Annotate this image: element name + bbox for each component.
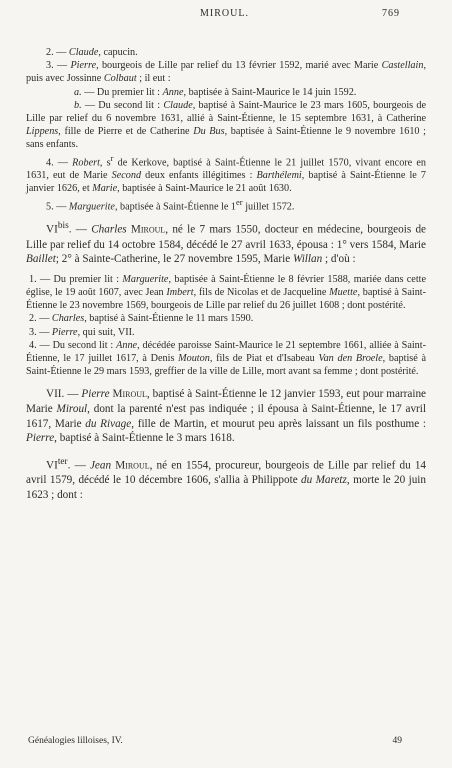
entry-pierre-child-b: b. — Du second lit : Claude, baptisé à Saint-Maurice le 23 mars 1605, bourgeois de Lille par relief du 6 novembre 1631, allié à Saint-Étienne, le 15 septembre 1631, à Catherine Lippens, fille de Pierre et de Catherine Du Bus, baptisée à Saint-Étienne le 9 novembre 1610 ; sans enfants. (26, 99, 426, 151)
entry-robert: 4. — Robert, $s^r$ de Kerkove, baptisé à Saint-Étienne le 21 juillet 1570, vivant encore en 1631, eut de Marie Second deux enfants illégitimes : Barthélemi, baptisé à Saint-Étienne le 7 janvier 1626, et Marie, baptisée à Saint-Maurice le 21 août 1630. (26, 152, 426, 195)
entry-vi-bis-child-2: 2. — Charles, baptisé à Saint-Étienne le 11 mars 1590. (29, 313, 254, 325)
entry-marguerite: 5. — Marguerite, baptisée à Saint-Étienne le 1er juillet 1572. (46, 196, 295, 213)
entry-pierre-child-a: a. — Du premier lit : Anne, baptisée à Saint-Maurice le 14 juin 1592. (74, 86, 357, 98)
section-vi-bis: $VI^{bis}$. — Charles Miroul, né le 7 mars 1550, docteur en médecine, bourgeois de Lille par relief du 14 octobre 1584, décédé le 27 avril 1633, épousa : 1° vers 1584, Marie Baillet; 2° à Sainte-Catherine, le 27 novembre 1595, Marie Willan ; d'où : (26, 221, 427, 266)
entry-vi-bis-child-1: 1. — Du premier lit : Marguerite, baptisée à Saint-Étienne le 8 février 1588, mariée dans cette église, le 19 août 1607, avec Jean Imbert, fils de Nicolas et de Jacqueline Muette, baptisé à Saint-Étienne le 23 novembre 1569, bourgeois de Lille par relief du 26 juillet 1608 ; dont postérité. (26, 273, 427, 312)
running-header (0, 8, 452, 28)
section-vi-ter: $VI^{ter}$. — Jean Miroul, né en 1554, procureur, bourgeois de Lille par relief du 14 avril 1579, décédé le 10 décembre 1606, s'allia à Philippote du Maretz, morte le 20 juin 1623 ; dont : (26, 456, 427, 501)
signature-mark: 49 (392, 736, 402, 746)
page-number: 769 (382, 8, 400, 19)
page-body (26, 46, 426, 502)
series-title: Généalogies lilloises, IV. (28, 736, 123, 746)
section-vii: VII. — Pierre Miroul, baptisé à Saint-Étienne le 12 janvier 1593, eut pour marraine Marie Miroul, dont la parenté n'est pas indiquée ; il épousa à Saint-Étienne, le 17 avril 1617, Marie du Rivage, fille de Martin, et mourut peu après laissant un fils posthume : Pierre, baptisé à Saint-Étienne le 3 mars 1618. (26, 388, 427, 445)
entry-vi-bis-child-4: 4. — Du second lit : Anne, décédée paroisse Saint-Maurice le 21 septembre 1661, alliée à Saint-Étienne, le 17 juillet 1617, à Denis Mouton, fils de Piat et d'Isabeau Van den Broele, baptisé à Saint-Étienne le 29 mars 1593, greffier de la ville de Lille, mort avant sa femme ; dont postérité. (26, 339, 427, 378)
running-title: MIROUL. (200, 8, 249, 19)
entry-claude-capucin: 2. — Claude, capucin. (46, 47, 138, 58)
entry-pierre: 3. — Pierre, bourgeois de Lille par relief du 13 février 1592, marié avec Marie Castellain, puis avec Jossinne Colbaut ; il eut : (26, 60, 426, 85)
entry-vi-bis-child-3: 3. — Pierre, qui suit, VII. (29, 326, 135, 338)
page-footer (28, 736, 424, 750)
